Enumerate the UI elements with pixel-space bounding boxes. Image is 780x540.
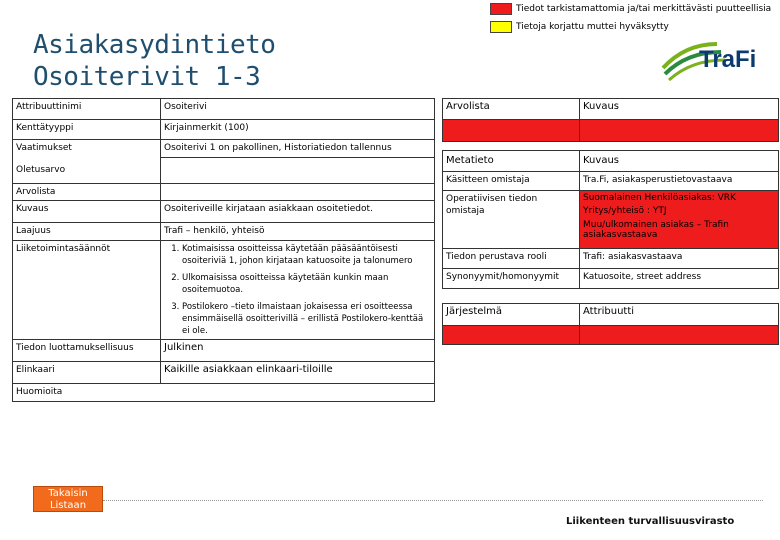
owner-line-3: Muu/ulkomainen asiakas – Trafin asiakasvastaava (583, 220, 729, 240)
legend-red-text: Tiedot tarkistamattomia ja/tai merkittävästi puutteellisia (516, 4, 772, 14)
vaatimukset-value: Osoiterivi 1 on pakollinen, Historiatiedon tallennus (161, 140, 435, 158)
huomioita-label: Huomioita (13, 384, 161, 402)
synonyymit-value: Katuosoite, street address (580, 269, 779, 289)
luottamuksellisuus-label: Tiedon luottamuksellisuus (13, 340, 161, 362)
metatieto-kuvaus-header: Kuvaus (580, 151, 779, 172)
laajuus-label: Laajuus (13, 223, 161, 241)
trafi-logo-text: TraFi (699, 46, 757, 73)
attribuuttinimi-label: Attribuuttinimi (13, 99, 161, 120)
liiketoimintasaannot-value (161, 241, 435, 340)
jarjestelma-table (442, 303, 779, 345)
jarjestelma-empty-cell-1 (443, 326, 580, 345)
attribuutti-header: Attribuutti (580, 304, 779, 326)
kuvaus-value: Osoiteriveille kirjataan asiakkaan osoitetiedot. (161, 201, 435, 223)
perustava-rooli-label: Tiedon perustava rooli (443, 249, 580, 269)
jarjestelma-empty-cell-2 (580, 326, 779, 345)
arvolista-value (161, 184, 435, 201)
back-to-list-button[interactable] (33, 486, 103, 512)
page-title-line2: Osoiterivit 1-3 (33, 62, 261, 92)
page-title-line1: Asiakasydintieto (33, 30, 276, 60)
perustava-rooli-value: Trafi: asiakasvastaava (580, 249, 779, 269)
operatiivisen-omistaja-value (580, 191, 779, 249)
legend-yellow-text: Tietoja korjattu muttei hyväksytty (516, 22, 669, 32)
arvolista-empty-cell-1 (443, 120, 580, 142)
attribute-table (12, 98, 435, 402)
arvolista-header: Arvolista (443, 99, 580, 120)
back-button-line1: Takaisin (48, 488, 88, 499)
owner-line-2: Yritys/yhteisö : YTJ (583, 206, 667, 216)
operatiivisen-omistaja-label: Operatiivisen tiedon omistaja (443, 191, 580, 249)
kuvaus-label: Kuvaus (13, 201, 161, 223)
kasitteen-omistaja-value: Tra.Fi, asiakasperustietovastaava (580, 172, 779, 191)
metatieto-header: Metatieto (443, 151, 580, 172)
attribuuttinimi-value: Osoiterivi (161, 99, 435, 120)
metatieto-table (442, 150, 779, 289)
owner-line-1: Suomalainen Henkilöasiakas: VRK (583, 193, 736, 203)
oletusarvo-value (161, 158, 435, 184)
business-rule-2: 2. Ulkomaisissa osoitteissa käytetään kunkin maan osoitemuotoa. (182, 272, 431, 296)
luottamuksellisuus-value: Julkinen (161, 340, 435, 362)
footer-agency-name: Liikenteen turvallisuusvirasto (566, 516, 735, 527)
oletusarvo-label: Oletusarvo (13, 158, 161, 184)
arvolista-label: Arvolista (13, 184, 161, 201)
business-rules-list (164, 243, 431, 337)
vaatimukset-label: Vaatimukset (13, 140, 161, 158)
business-rule-3: 3. Postilokero –tieto ilmaistaan jokaisessa eri osoitteessa ensimmäisellä osoitterivillä – erillistä Postilokero-kenttää ei ole. (182, 301, 431, 337)
kenttatyyppi-label: Kenttätyyppi (13, 120, 161, 140)
business-rule-1: 1. Kotimaisissa osoitteissa käytetään pääsääntöisesti osoiteriviä 1, johon kirjataan katuosoite ja talonumero (182, 243, 431, 267)
trafi-logo (655, 38, 775, 98)
liiketoimintasaannot-label: Liiketoimintasäännöt (13, 241, 161, 340)
synonyymit-label: Synonyymit/homonyymit (443, 269, 580, 289)
arvolista-table (442, 98, 779, 142)
huomioita-value (161, 384, 435, 402)
legend-yellow-swatch (490, 21, 512, 33)
legend-red-swatch (490, 3, 512, 15)
jarjestelma-header: Järjestelmä (443, 304, 580, 326)
footer-divider (103, 500, 763, 501)
arvolista-empty-cell-2 (580, 120, 779, 142)
elinkaari-label: Elinkaari (13, 362, 161, 384)
kasitteen-omistaja-label: Käsitteen omistaja (443, 172, 580, 191)
kenttatyyppi-value: Kirjainmerkit (100) (161, 120, 435, 140)
laajuus-value: Trafi – henkilö, yhteisö (161, 223, 435, 241)
elinkaari-value: Kaikille asiakkaan elinkaari-tiloille (161, 362, 435, 384)
back-button-line2: Listaan (49, 500, 87, 511)
arvolista-kuvaus-header: Kuvaus (580, 99, 779, 120)
